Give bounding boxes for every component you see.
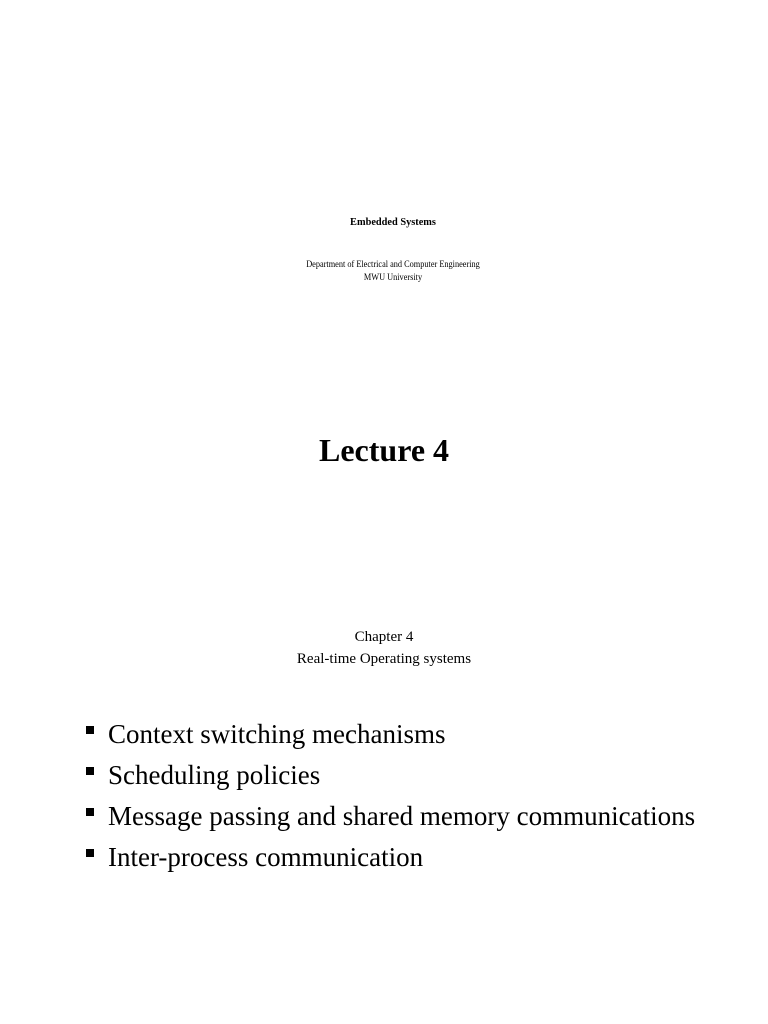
department-name: Department of Electrical and Computer Engineering: [306, 259, 480, 269]
university-name: MWU University: [363, 272, 423, 282]
square-bullet-icon: [86, 849, 94, 857]
chapter-name: Real-time Operating systems: [296, 651, 472, 667]
topic-text: Message passing and shared memory communications: [108, 801, 696, 831]
list-item: [86, 798, 726, 834]
list-item: [86, 839, 726, 875]
square-bullet-icon: [86, 767, 94, 775]
department-block: [31, 258, 754, 284]
lecture-title: Lecture 4: [318, 432, 450, 468]
topic-text: Context switching mechanisms: [108, 719, 446, 749]
square-bullet-icon: [86, 726, 94, 734]
list-item: [86, 757, 726, 793]
course-title: Embedded Systems: [350, 216, 436, 228]
topic-text: Scheduling policies: [108, 760, 321, 790]
square-bullet-icon: [86, 808, 94, 816]
topic-list: [86, 716, 726, 880]
chapter-block: [0, 626, 768, 670]
topic-text: Inter-process communication: [108, 842, 424, 872]
list-item: [86, 716, 726, 752]
chapter-number: Chapter 4: [354, 629, 414, 645]
